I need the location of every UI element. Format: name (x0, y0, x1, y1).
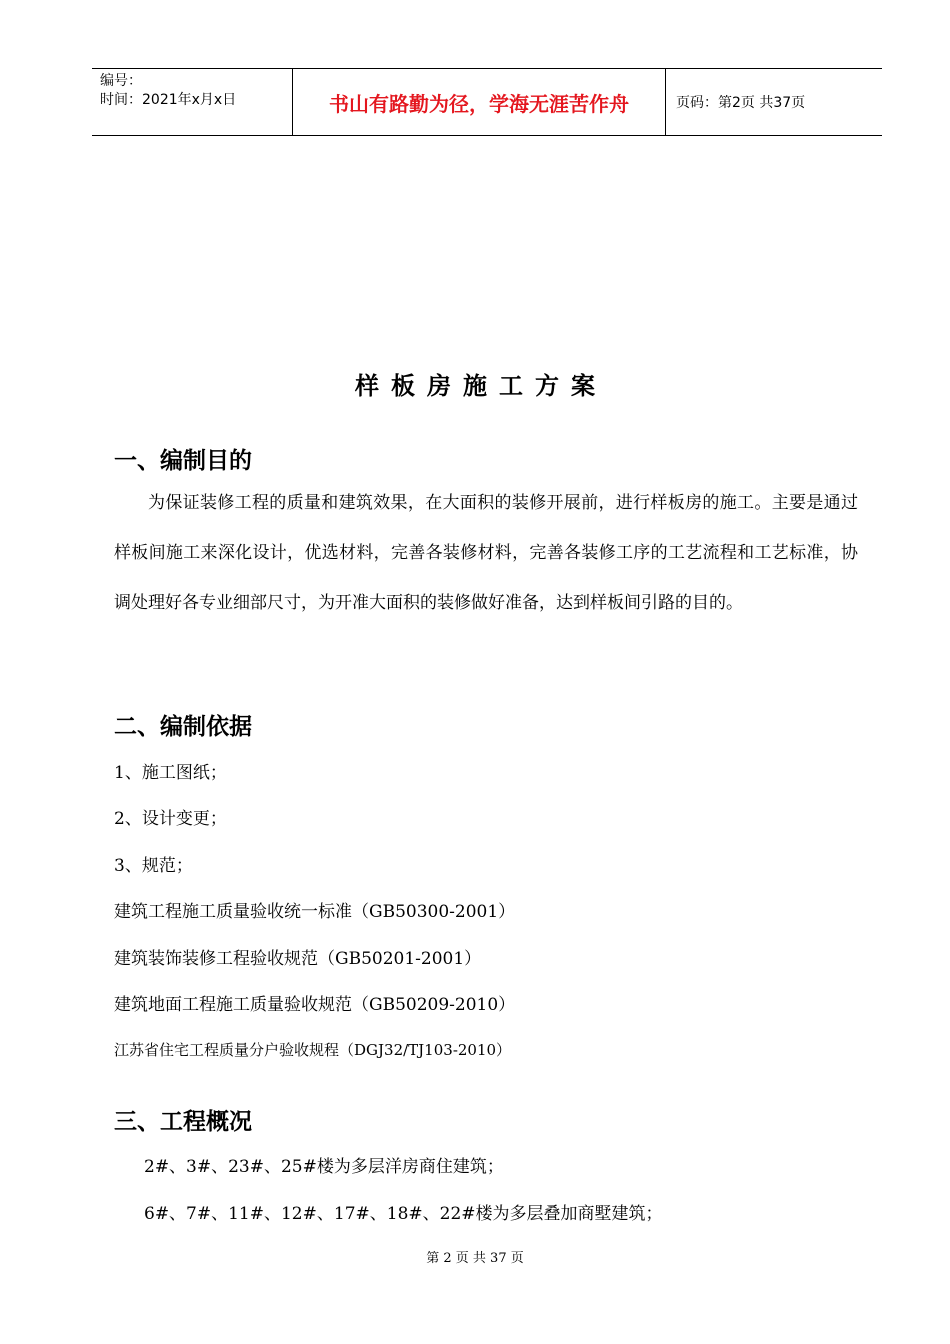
document-title: 样板房施工方案 (355, 372, 607, 400)
page-header (92, 68, 882, 136)
page-footer: 第 2 页 共 37 页 (426, 1251, 524, 1266)
header-page-cell (666, 69, 882, 135)
list-item: 江苏省住宅工程质量分户验收规程（DGJ32/TJ103-2010） (114, 1041, 512, 1059)
list-item: 6#、7#、11#、12#、17#、18#、22#楼为多层叠加商墅建筑； (144, 1204, 663, 1224)
document-time: 时间：2021年x月x日 (100, 92, 237, 108)
section-heading-overview: 三、工程概况 (114, 1109, 252, 1135)
list-item: 建筑装饰装修工程验收规范（GB50201-2001） (114, 949, 482, 969)
section-heading-basis: 二、编制依据 (114, 714, 252, 740)
list-item: 建筑工程施工质量验收统一标准（GB50300-2001） (114, 902, 516, 922)
list-item: 建筑地面工程施工质量验收规范（GB50209-2010） (114, 995, 516, 1015)
header-info-cell (92, 69, 293, 135)
section-heading-purpose: 一、编制目的 (114, 448, 252, 474)
header-motto: 书山有路勤为径，学海无涯苦作舟 (329, 91, 629, 116)
list-item: 3、规范； (114, 856, 193, 876)
header-page-code: 页码：第2页 共37页 (676, 95, 806, 111)
document-number-label: 编号： (100, 73, 142, 89)
section-paragraph-purpose: 为保证装修工程的质量和建筑效果，在大面积的装修开展前，进行样板房的施工。主要是通过样板间施工来深化设计，优选材料，完善各装修材料，完善各装修工序的工艺流程和工艺标准，协调处理好各专业细部尺寸，为开准大面积的装修做好准备，达到样板间引路的目的。 (114, 493, 858, 613)
list-item: 2#、3#、23#、25#楼为多层洋房商住建筑； (144, 1157, 504, 1177)
header-motto-cell (293, 69, 666, 135)
list-item: 2、设计变更； (114, 809, 227, 829)
list-item: 1、施工图纸； (114, 763, 227, 783)
